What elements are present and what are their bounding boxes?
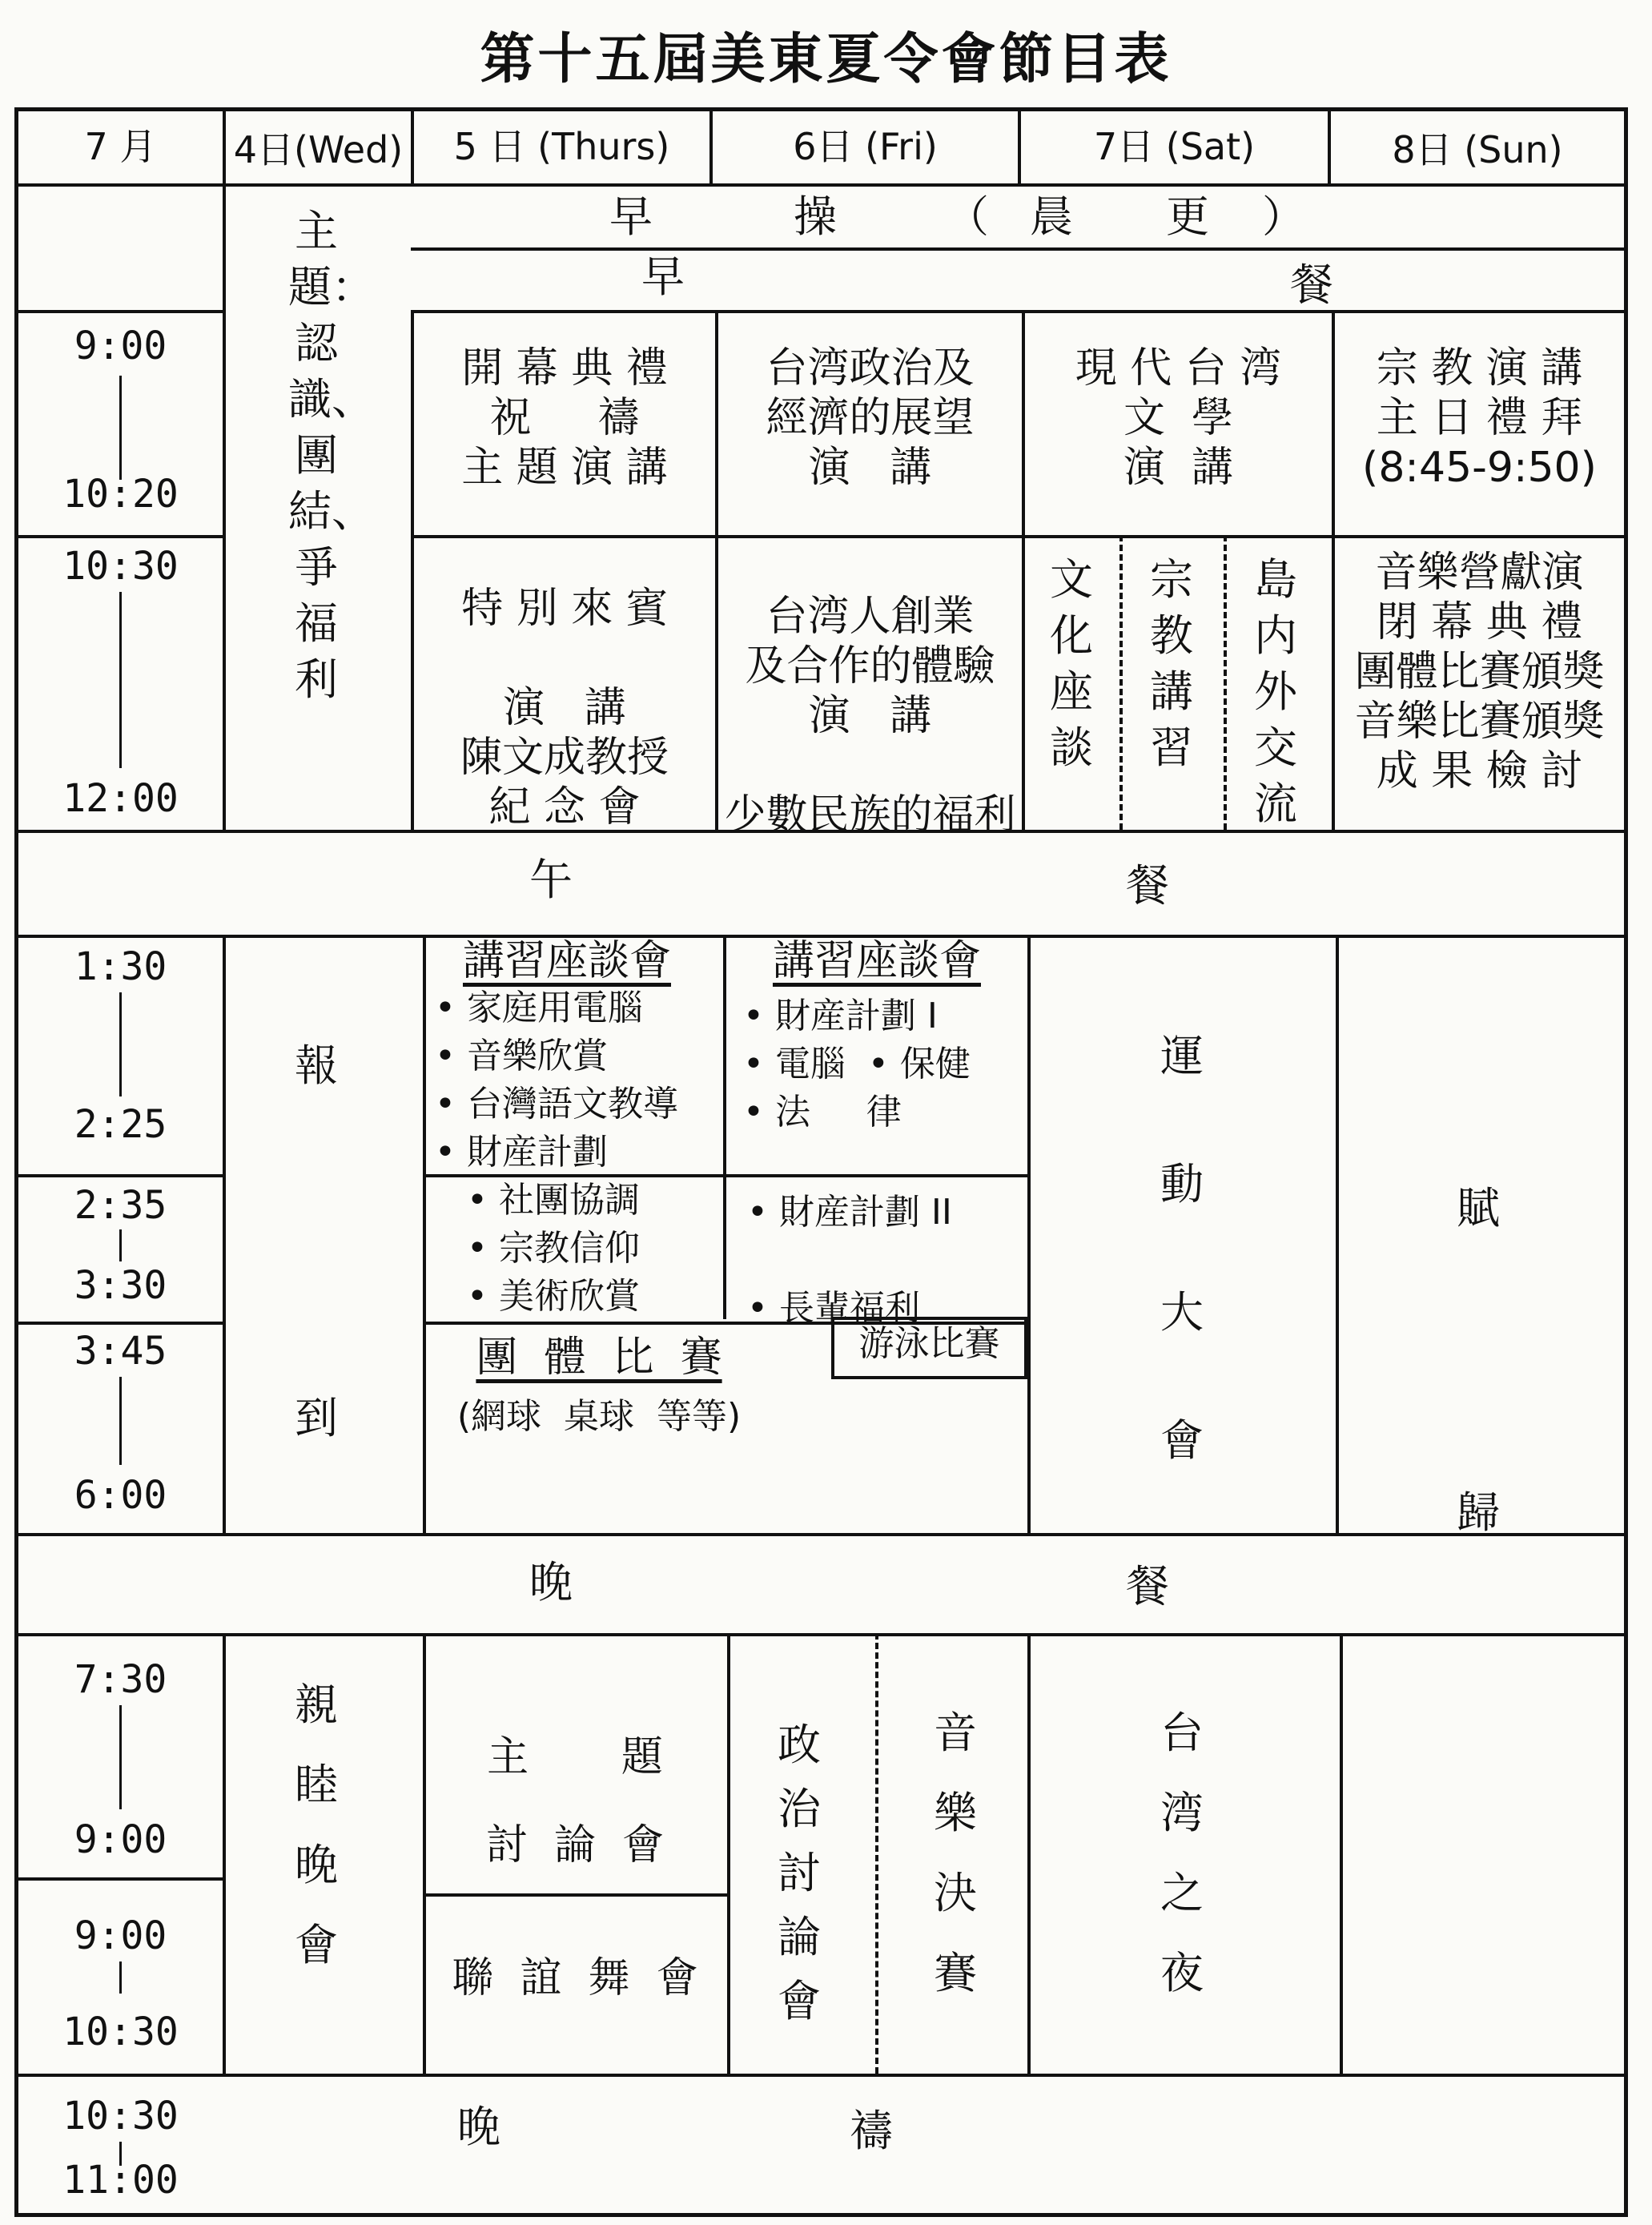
- sat-sports-meet: 運動大會: [1160, 1031, 1204, 1466]
- sun-departure: 賦歸: [1457, 1183, 1500, 1538]
- dinner-label-1: 晚: [529, 1557, 581, 1607]
- time-connector: [119, 1377, 122, 1465]
- divider: [1027, 935, 1031, 1533]
- fri-workshop-head: 講習座談會: [772, 937, 981, 985]
- thu-theme-discussion: 主 題 討 論 會: [485, 1733, 665, 1869]
- fri-workshop-items: • 財産計劃 I • 電腦 • 保健 • 法 律: [743, 996, 971, 1133]
- divider: [18, 1174, 223, 1177]
- time-label: 3:45: [74, 1329, 167, 1374]
- dinner-label-2: 餐: [1126, 1561, 1177, 1611]
- fri-late-morning-event: 台湾人創業 及合作的體驗 演 講 少數民族的福利: [724, 593, 1016, 839]
- breakfast-label-2: 餐: [1290, 260, 1341, 310]
- day-header-wed: 4日(Wed): [233, 128, 404, 171]
- divider: [18, 535, 223, 538]
- divider: [18, 2074, 1624, 2077]
- divider: [423, 1893, 727, 1897]
- dashed-divider: [875, 1633, 878, 2074]
- time-label: 2:25: [74, 1102, 167, 1147]
- wed-checkin-1: 報: [295, 1040, 346, 1091]
- divider: [18, 1633, 1624, 1636]
- time-label: 6:00: [74, 1473, 167, 1518]
- thu-morning-event: 開 幕 典 禮 祝 禱 主 題 演 講: [461, 344, 668, 492]
- sat-culture-talk: 文化座談: [1050, 554, 1093, 773]
- time-label: 3:30: [74, 1263, 167, 1308]
- time-connector: [119, 1705, 122, 1809]
- exercise-cell-1: 早: [609, 191, 661, 242]
- thu-workshop-items: • 家庭用電腦 • 音樂欣賞 • 台灣語文教導 • 財産計劃: [435, 988, 678, 1173]
- thu-late-morning-event: 特 別 來 賓 演 講 陳文成教授 紀 念 會: [460, 585, 669, 831]
- divider: [423, 935, 426, 1533]
- lunch-label-2: 餐: [1126, 860, 1177, 911]
- exercise-cell-6: ）: [1262, 191, 1313, 242]
- fri-political-discussion: 政治討論會: [778, 1720, 821, 2026]
- divider: [223, 111, 226, 830]
- breakfast-label-1: 早: [641, 251, 693, 302]
- time-connector: [119, 1961, 122, 1994]
- time-label: 10:30: [62, 544, 179, 589]
- time-label: 9:00: [74, 324, 167, 368]
- time-connector: [119, 376, 122, 480]
- divider: [411, 310, 1624, 313]
- time-connector: [119, 592, 122, 768]
- day-header-fri: 6日 (Fri): [793, 125, 938, 168]
- month-header: 7 月: [84, 125, 157, 168]
- exercise-cell-4: 晨: [1030, 191, 1081, 242]
- time-label: 11:00: [62, 2158, 179, 2203]
- sun-late-morning-event: 音樂營獻演 閉 幕 典 禮 團體比賽頒獎 音樂比賽頒獎 成 果 檢 討: [1354, 549, 1605, 795]
- divider: [223, 1633, 226, 2074]
- sat-taiwan-night: 台湾之夜: [1160, 1708, 1204, 1998]
- day-header-thu: 5 日 (Thurs): [453, 125, 670, 168]
- divider: [411, 247, 1624, 251]
- dashed-divider: [1119, 535, 1123, 830]
- wed-checkin-2: 到: [295, 1393, 346, 1443]
- team-competition: 團 體 比 賽: [476, 1334, 722, 1382]
- time-label: 10:30: [62, 2094, 179, 2138]
- fri-morning-event: 台湾政治及 經濟的展望 演 講: [766, 344, 975, 492]
- swim-competition: 游泳比賽: [831, 1317, 1027, 1379]
- schedule-table: [14, 107, 1628, 2217]
- dashed-divider: [1224, 535, 1227, 830]
- thu-workshop-head: 講習座談會: [462, 937, 671, 985]
- sat-morning-event: 現 代 台 湾 文 學 演 講: [1075, 344, 1282, 492]
- team-competition-sub: (網球 桌球 等等): [456, 1396, 742, 1437]
- divider: [18, 1533, 1624, 1536]
- day-header-sat: 7日 (Sat): [1093, 125, 1256, 168]
- time-label: 10:30: [62, 2010, 179, 2054]
- thu-dance: 聯 誼 舞 會: [452, 1954, 698, 2002]
- fri-music-final: 音樂決賽: [934, 1708, 977, 1998]
- divider: [223, 935, 226, 1533]
- sat-religion-class: 宗教講習: [1150, 554, 1193, 773]
- fri-workshop-items-2: • 財産計劃 II • 長輩福利: [747, 1192, 952, 1329]
- time-connector: [119, 992, 122, 1096]
- divider: [18, 1322, 223, 1325]
- time-label: 1:30: [74, 944, 167, 989]
- time-label: 9:00: [74, 1913, 167, 1958]
- time-label: 12:00: [62, 776, 179, 821]
- sun-morning-event: 宗 教 演 講 主 日 禮 拜 (8:45-9:50): [1362, 344, 1597, 492]
- thu-workshop-items-2: • 社團協調 • 宗教信仰 • 美術欣賞: [467, 1180, 640, 1317]
- exercise-cell-2: 操: [794, 191, 845, 242]
- night-prayer-1: 晚: [457, 2102, 508, 2152]
- divider: [411, 535, 1624, 538]
- time-label: 7:30: [74, 1657, 167, 1702]
- sat-exchange: 島内外交流: [1254, 554, 1297, 829]
- exercise-cell-5: 更: [1166, 191, 1217, 242]
- divider: [1027, 1633, 1031, 2074]
- divider: [1340, 1633, 1343, 2074]
- time-label: 2:35: [74, 1183, 167, 1228]
- divider: [18, 310, 223, 313]
- theme-column: 主題：認識、團結、爭福利: [288, 206, 375, 705]
- time-label: 9:00: [74, 1817, 167, 1862]
- page-title: 第十五屆美東夏令會節目表: [480, 28, 1172, 91]
- wed-social-night: 親睦晚會: [295, 1680, 338, 1970]
- lunch-label-1: 午: [529, 855, 581, 905]
- night-prayer-2: 禱: [850, 2106, 901, 2156]
- divider: [1336, 935, 1339, 1533]
- day-header-sun: 8日 (Sun): [1392, 128, 1563, 171]
- divider: [727, 1633, 730, 2074]
- divider: [18, 1877, 223, 1881]
- exercise-cell-3: （: [946, 191, 997, 242]
- time-label: 10:20: [62, 472, 179, 517]
- time-connector: [119, 1229, 122, 1261]
